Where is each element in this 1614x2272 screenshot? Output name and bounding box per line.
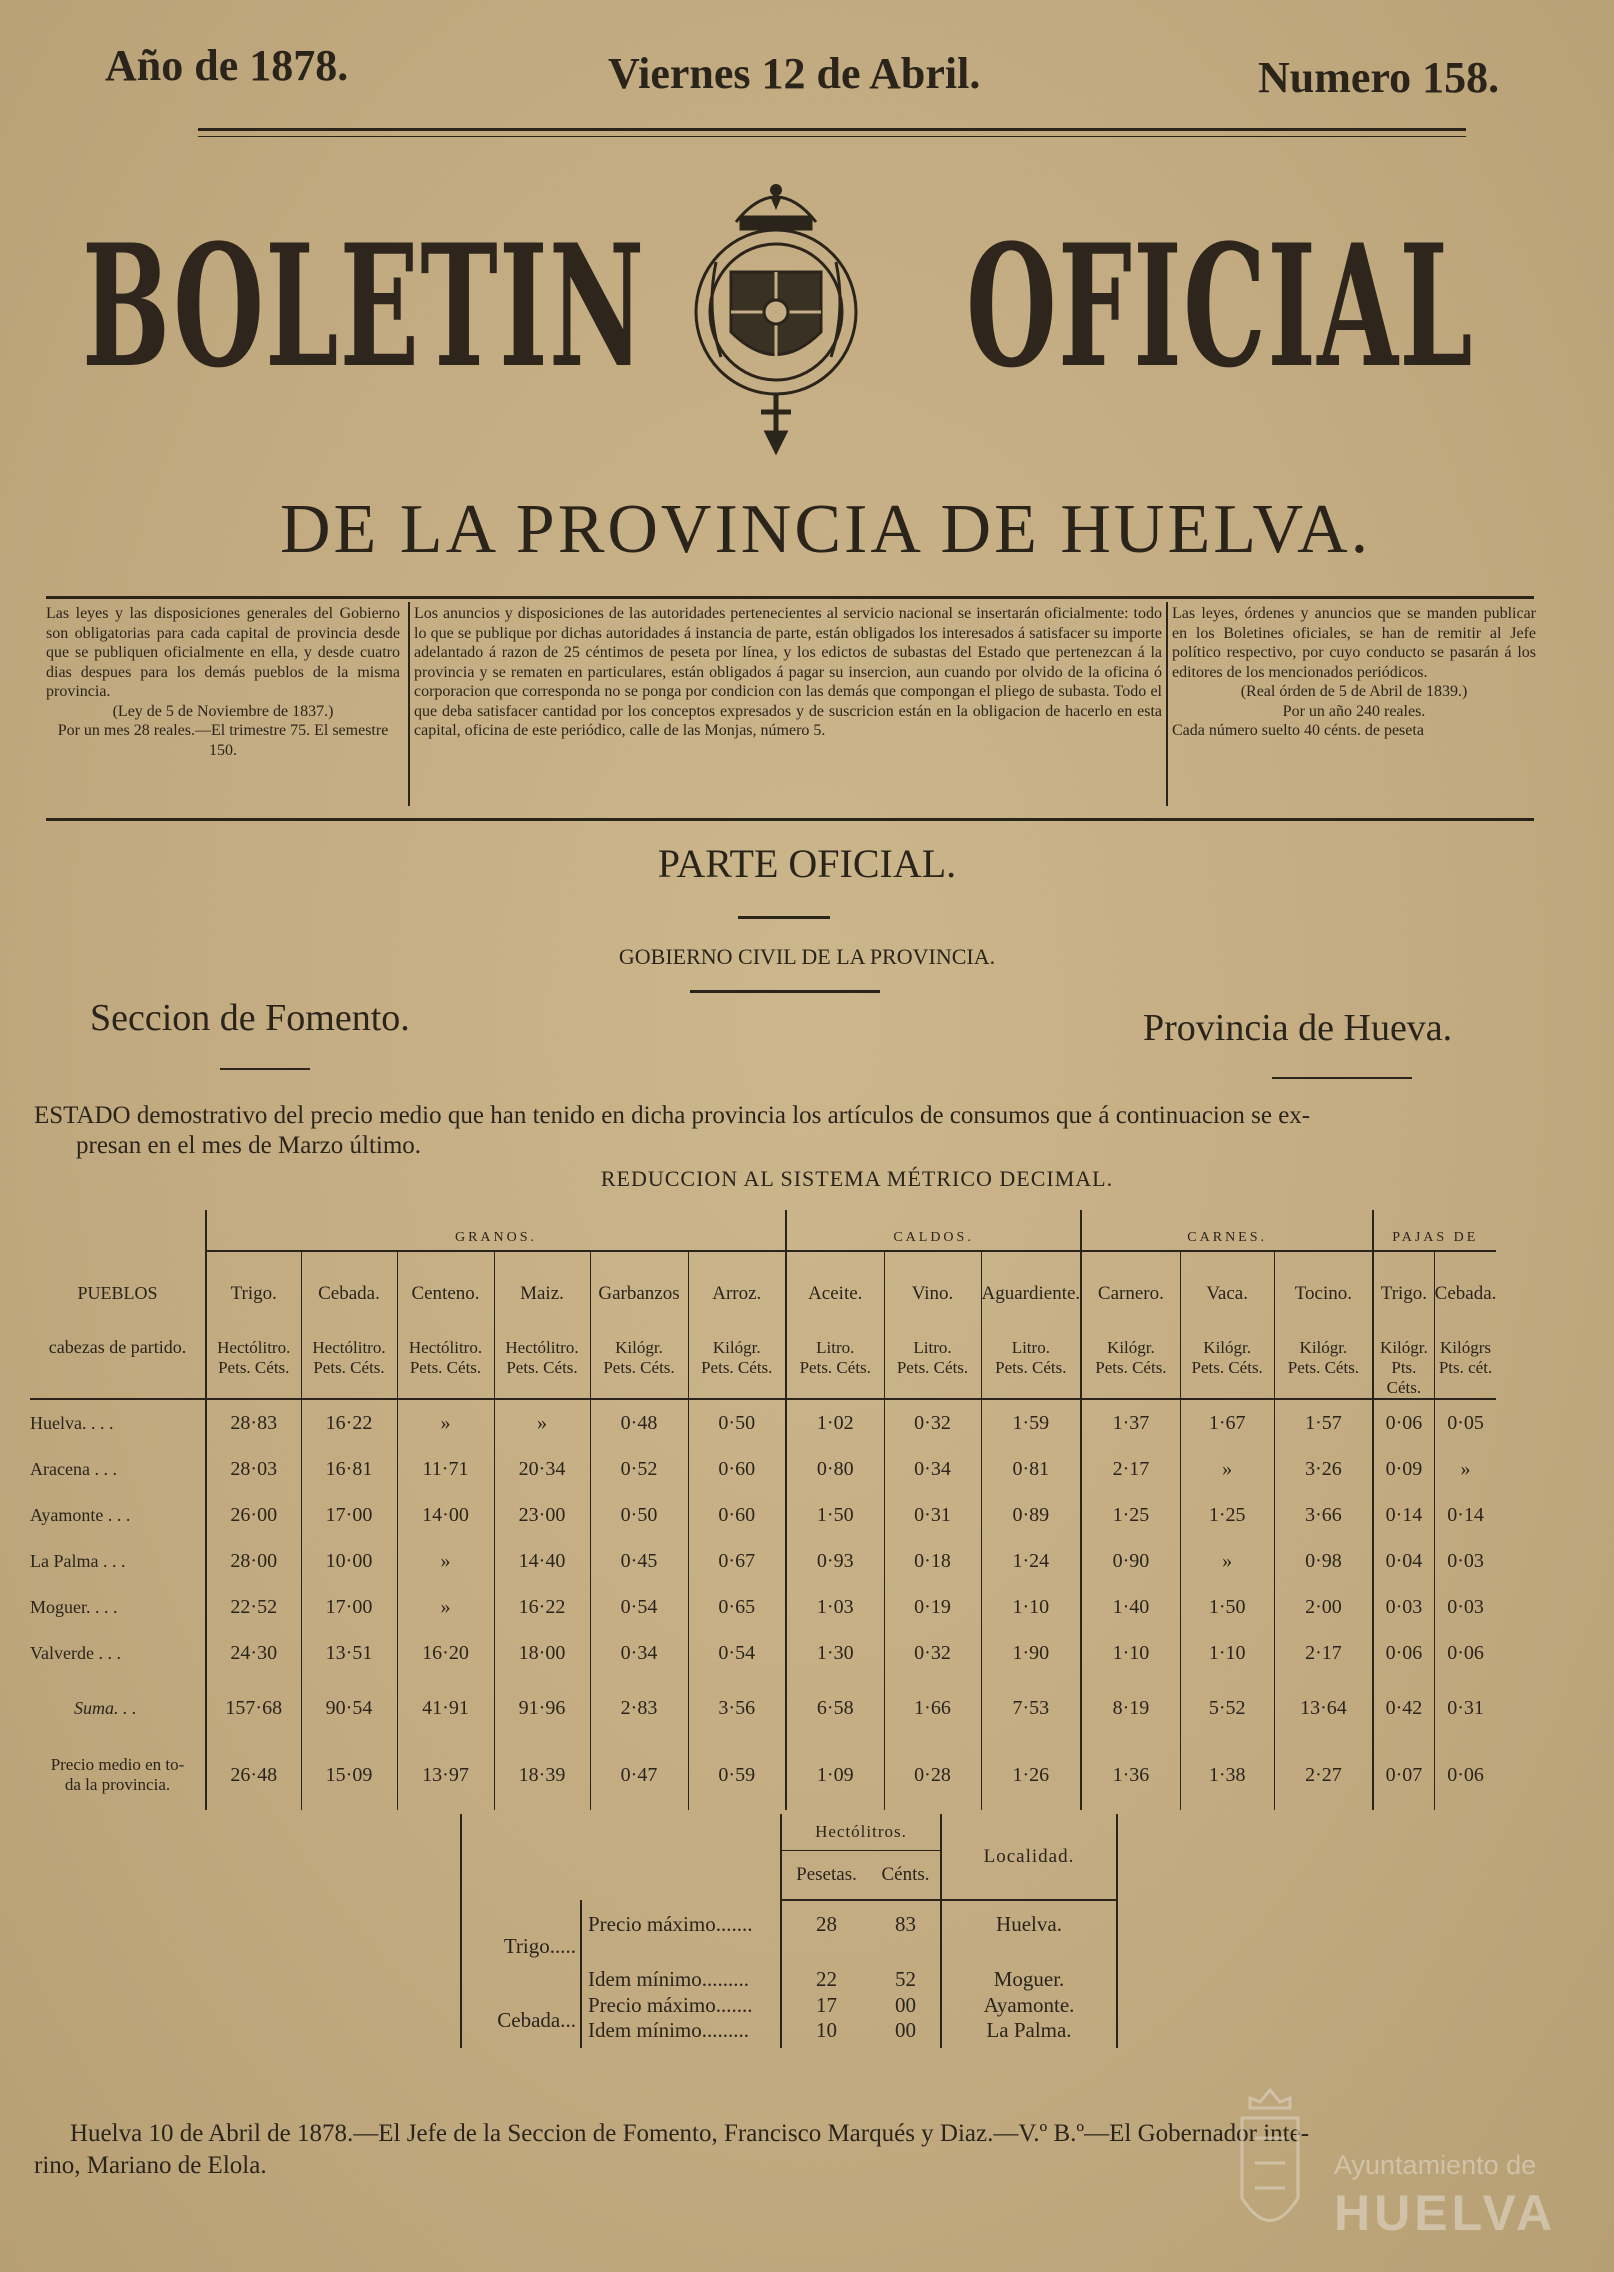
issue-year: Año de 1878. (105, 41, 349, 90)
table-row (30, 1446, 1496, 1492)
column-name: Tocino. (1274, 1251, 1373, 1332)
price-cell: 17·00 (301, 1492, 397, 1538)
column-name: Garbanzos (590, 1251, 688, 1332)
price-cell: 2·00 (1274, 1584, 1373, 1630)
summary-cebada: Cebada... (461, 1992, 581, 2048)
summary-cents-value: 00 (871, 1992, 941, 2018)
price-cell: 0·67 (688, 1538, 786, 1584)
info-column-left: Las leyes y las disposiciones generales del Gobierno son obligatorias para cada capital de provincia desde que se publiquen oficialmente en ella, y desde cuatro dias despues para los demás pueblos de la misma provincia. (Ley de 5 de Noviembre de 1837.) Por un mes 28 reales.—El trimestre 75. El semestre 150. (46, 605, 400, 759)
price-cell: 1·24 (981, 1538, 1081, 1584)
title-boletin: BOLETIN (82, 207, 646, 405)
info-bottom-rule (46, 818, 1534, 821)
row-name: Suma. . . (30, 1676, 206, 1740)
price-cell: 1·25 (1180, 1492, 1274, 1538)
price-cell: 0·05 (1447, 1411, 1484, 1434)
table-row (30, 1538, 1496, 1584)
price-cell: 1·03 (786, 1584, 884, 1630)
price-cell: 0·06 (1447, 1641, 1484, 1664)
column-unit: Litro. (786, 1332, 884, 1358)
parte-oficial-heading: PARTE OFICIAL. (657, 841, 957, 886)
summary-trigo: Trigo..... (461, 1900, 581, 1992)
price-cell: 1·36 (1081, 1740, 1180, 1810)
price-cell: 1·38 (1180, 1740, 1274, 1810)
seccion-ornament (220, 1068, 310, 1070)
column-currency: Pts. cét. (1434, 1358, 1496, 1399)
price-cell: 41·91 (397, 1676, 494, 1740)
price-cell: 0·03 (1447, 1595, 1484, 1618)
price-cell: 20·34 (494, 1446, 590, 1492)
group-granos: GRANOS. (206, 1210, 786, 1251)
price-cell: 13·64 (1274, 1676, 1373, 1740)
group-pajas: PAJAS DE (1373, 1210, 1496, 1251)
price-cell: 0·47 (590, 1740, 688, 1810)
column-name: Carnero. (1081, 1251, 1180, 1332)
price-cell: 1·40 (1081, 1584, 1180, 1630)
summary-cents-value: 83 (871, 1900, 941, 1948)
summary-pesetas-value: 10 (816, 2018, 837, 2042)
row-name (30, 1740, 206, 1810)
column-currency: Pets. Céts. (786, 1358, 884, 1399)
summary-localidad-value: Moguer. (941, 1948, 1117, 1992)
price-cell: 0·09 (1373, 1446, 1434, 1492)
pueblos-label: PUEBLOS (30, 1251, 206, 1332)
column-currency: Pets. Céts. (884, 1358, 981, 1399)
summary-label: Idem mínimo......... (581, 1948, 781, 1992)
price-cell: » (494, 1399, 590, 1446)
column-currency: Pets. Céts. (1274, 1358, 1373, 1399)
summary-pesetas-value: 22 (816, 1967, 837, 1991)
price-cell: 11·71 (397, 1446, 494, 1492)
price-cell: 6·58 (786, 1676, 884, 1740)
price-cell: 5·52 (1180, 1676, 1274, 1740)
price-cell: 0·50 (688, 1399, 786, 1446)
column-currency: Pets. Céts. (206, 1358, 301, 1399)
group-carnes: CARNES. (1081, 1210, 1373, 1251)
column-name: Vino. (884, 1251, 981, 1332)
row-name: Ayamonte . . . (30, 1492, 206, 1538)
cabezas-label: cabezas de partido. (30, 1332, 206, 1358)
row-name-line-1: Precio medio en to- (50, 1755, 185, 1774)
summary-localidad: Localidad. (941, 1814, 1117, 1900)
column-name: Vaca. (1180, 1251, 1274, 1332)
price-cell: 0·32 (884, 1630, 981, 1676)
row-name-line-2: da la provincia. (64, 1775, 171, 1794)
price-cell: 0·52 (590, 1446, 688, 1492)
price-cell: 0·34 (590, 1630, 688, 1676)
price-cell: 91·96 (494, 1676, 590, 1740)
masthead-rule (198, 128, 1466, 131)
price-cell: 0·81 (981, 1446, 1081, 1492)
price-cell: 0·89 (981, 1492, 1081, 1538)
column-unit: Kilógr. (688, 1332, 786, 1358)
price-cell: 0·45 (590, 1538, 688, 1584)
provincia-heading: Provincia de Hueva. (1143, 1007, 1453, 1049)
price-cell: 0·93 (786, 1538, 884, 1584)
price-cell: 14·00 (397, 1492, 494, 1538)
watermark-bottom: HUELVA (1334, 2185, 1557, 2241)
price-cell: 28·83 (206, 1399, 301, 1446)
price-cell: 1·66 (884, 1676, 981, 1740)
info-divider-2 (1166, 602, 1168, 806)
column-name: Cebada. (301, 1251, 397, 1332)
column-unit: Litro. (884, 1332, 981, 1358)
price-cell: 1·50 (1180, 1584, 1274, 1630)
column-unit: Kilógr. (1373, 1332, 1434, 1358)
row-name: La Palma . . . (30, 1538, 206, 1584)
column-currency: Pets. Céts. (397, 1358, 494, 1399)
price-cell: 2·17 (1274, 1630, 1373, 1676)
gobierno-heading: GOBIERNO CIVIL DE LA PROVINCIA. (618, 944, 996, 969)
price-cell: 24·30 (206, 1630, 301, 1676)
column-name: Trigo. (206, 1251, 301, 1332)
price-cell: 0·04 (1373, 1538, 1434, 1584)
column-currency: Pets. Céts. (981, 1358, 1081, 1399)
price-cell: 17·00 (301, 1584, 397, 1630)
summary-table (460, 1814, 1118, 2048)
price-cell: 7·53 (981, 1676, 1081, 1740)
price-cell: 1·10 (981, 1584, 1081, 1630)
subtitle: DE LA PROVINCIA DE HUELVA. (280, 491, 1372, 568)
price-cell: 0·28 (884, 1740, 981, 1810)
summary-pesetas-value: 17 (816, 1992, 837, 2017)
masthead-rule-thin (198, 136, 1466, 137)
price-cell: 157·68 (206, 1676, 301, 1740)
table-row (30, 1740, 1496, 1810)
summary-cents-value: 00 (871, 2018, 941, 2048)
column-name: Aguardiente. (981, 1251, 1081, 1332)
group-caldos: CALDOS. (786, 1210, 1081, 1251)
price-cell: 0·80 (786, 1446, 884, 1492)
price-cell: 28·03 (206, 1446, 301, 1492)
price-cell: 13·51 (301, 1630, 397, 1676)
column-unit: Kilógr. (590, 1332, 688, 1358)
column-unit: Litro. (981, 1332, 1081, 1358)
table-row (30, 1676, 1496, 1740)
price-cell: 0·07 (1373, 1740, 1434, 1810)
price-cell: 2·27 (1274, 1740, 1373, 1810)
prices-table (30, 1210, 1496, 1810)
summary-label: Idem mínimo......... (581, 2018, 781, 2048)
provincia-ornament (1272, 1077, 1412, 1079)
price-cell: 1·02 (786, 1399, 884, 1446)
summary-cents: Cénts. (871, 1850, 941, 1900)
column-unit: Hectólitro. (397, 1332, 494, 1358)
table-row (30, 1492, 1496, 1538)
price-cell: » (1460, 1457, 1471, 1480)
table-row (30, 1630, 1496, 1676)
city-crest-watermark-icon (1230, 2068, 1310, 2258)
price-cell: 10·00 (301, 1538, 397, 1584)
price-cell: 0·14 (1447, 1503, 1484, 1526)
column-name: Centeno. (397, 1251, 494, 1332)
price-cell: 16·81 (301, 1446, 397, 1492)
price-cell: 15·09 (301, 1740, 397, 1810)
price-cell: 0·14 (1373, 1492, 1434, 1538)
price-cell: 0·90 (1081, 1538, 1180, 1584)
price-cell: 0·03 (1447, 1549, 1484, 1572)
estado-line-1: ESTADO demostrativo del precio medio que han tenido en dicha provincia los artículos de consumos que á continuacion se ex- (34, 1102, 1311, 1129)
price-cell: 0·65 (688, 1584, 786, 1630)
price-cell: 26·00 (206, 1492, 301, 1538)
heading-ornament (738, 916, 830, 919)
title-oficial: OFICIAL (966, 207, 1474, 405)
price-cell: 16·22 (494, 1584, 590, 1630)
price-cell: 8·19 (1081, 1676, 1180, 1740)
footer-line-1: Huelva 10 de Abril de 1878.—El Jefe de la Seccion de Fomento, Francisco Marqués y Diaz.—V.º B.º—El Gobernador inte- (70, 2120, 1310, 2147)
price-cell: 1·25 (1081, 1492, 1180, 1538)
price-cell: 0·03 (1373, 1584, 1434, 1630)
row-name: Huelva. . . . (30, 1399, 206, 1446)
gobierno-rule (690, 990, 880, 993)
price-cell: 1·09 (786, 1740, 884, 1810)
price-cell: 0·59 (688, 1740, 786, 1810)
price-cell: 0·19 (884, 1584, 981, 1630)
issue-date: Viernes 12 de Abril. (608, 49, 981, 98)
price-cell: 26·48 (206, 1740, 301, 1810)
column-currency: Pets. Céts. (590, 1358, 688, 1399)
row-name: Moguer. . . . (30, 1584, 206, 1630)
price-cell: 2·83 (590, 1676, 688, 1740)
info-column-middle: Los anuncios y disposiciones de las autoridades pertenecientes al servicio nacional se insertarán oficialmente: todo lo que se publique por dichas autoridades á instancia de parte, están obligados los interesados á satisfacer su importe adelantado á razon de 25 céntimos de peseta por línea, y los edictos de subastas del Estado que pertenezcan á la provincia y se rematen en particulares, están obligados á pagar su insercion, aun cuando por olvido de la oficina ó corporacion que corresponda no se ponga por condicion con las demás que compongan el pliego de subasta. Todo el que deba satisfacer cantidad por los conceptos expresados y de suscricion están en la obligacion de hacerlo en esta capital, oficina de este periódico, calle de las Monjas, número 5. (414, 605, 1162, 739)
price-cell: 0·54 (590, 1584, 688, 1630)
column-unit: Kilógr. (1081, 1332, 1180, 1358)
info-top-rule (46, 596, 1534, 599)
footer-line-2: rino, Mariano de Elola. (34, 2152, 267, 2179)
price-cell: 0·54 (688, 1630, 786, 1676)
price-cell: 0·60 (688, 1492, 786, 1538)
price-cell: 16·22 (301, 1399, 397, 1446)
summary-label: Precio máximo....... (581, 1900, 781, 1948)
summary-pesetas: Pesetas. (781, 1850, 871, 1900)
price-cell: 23·00 (494, 1492, 590, 1538)
price-cell: 0·48 (590, 1399, 688, 1446)
price-cell: 2·17 (1081, 1446, 1180, 1492)
price-cell: 0·31 (1447, 1696, 1484, 1719)
column-currency: Pts. Céts. (1373, 1358, 1434, 1399)
table-row (30, 1584, 1496, 1630)
column-name: Maiz. (494, 1251, 590, 1332)
price-cell: 18·39 (494, 1740, 590, 1810)
price-cell: 28·00 (206, 1538, 301, 1584)
column-unit: Hectólitro. (301, 1332, 397, 1358)
summary-localidad-value: Ayamonte. (941, 1992, 1117, 2018)
price-cell: » (397, 1538, 494, 1584)
price-cell: 0·06 (1373, 1630, 1434, 1676)
price-cell: 13·97 (397, 1740, 494, 1810)
price-cell: 1·37 (1081, 1399, 1180, 1446)
summary-localidad-value: La Palma. (941, 2018, 1117, 2048)
column-name: Arroz. (688, 1251, 786, 1332)
price-cell: 0·31 (884, 1492, 981, 1538)
info-column-right: Las leyes, órdenes y anuncios que se manden publicar en los Boletines oficiales, se han de remitir al Jefe político respectivo, por cuyo conducto se pasarán á los editores de los mencionados periódicos. (Real órden de 5 de Abril de 1839.) Por un año 240 reales. Cada número suelto 40 cénts. de peseta (1172, 605, 1536, 739)
column-unit: Kilógr. (1274, 1332, 1373, 1358)
row-name: Valverde . . . (30, 1630, 206, 1676)
column-name: Trigo. (1373, 1251, 1434, 1332)
column-currency: Pets. Céts. (301, 1358, 397, 1399)
price-cell: 1·59 (981, 1399, 1081, 1446)
price-cell: » (397, 1584, 494, 1630)
price-cell: 14·40 (494, 1538, 590, 1584)
price-cell: 0·32 (884, 1399, 981, 1446)
column-currency: Pets. Céts. (1180, 1358, 1274, 1399)
price-cell: 1·67 (1180, 1399, 1274, 1446)
column-currency: Pets. Céts. (688, 1358, 786, 1399)
price-cell: 1·90 (981, 1630, 1081, 1676)
summary-cents-value: 52 (871, 1948, 941, 1992)
summary-hectolitros: Hectólitros. (781, 1814, 941, 1850)
seccion-heading: Seccion de Fomento. (90, 997, 410, 1039)
price-cell: 0·60 (688, 1446, 786, 1492)
issue-number: Numero 158. (1258, 53, 1500, 102)
column-unit: Hectólitro. (206, 1332, 301, 1358)
summary-localidad-value: Huelva. (941, 1900, 1117, 1948)
price-cell: 90·54 (301, 1676, 397, 1740)
price-cell: 1·50 (786, 1492, 884, 1538)
estado-line-2: presan en el mes de Marzo último. (76, 1132, 422, 1159)
price-cell: » (1180, 1538, 1274, 1584)
price-cell: 0·98 (1274, 1538, 1373, 1584)
price-cell: » (397, 1399, 494, 1446)
price-cell: 1·57 (1274, 1399, 1373, 1446)
column-unit: Kilógrs (1440, 1338, 1492, 1357)
info-divider-1 (408, 602, 410, 806)
price-cell: 1·10 (1081, 1630, 1180, 1676)
price-cell: 0·18 (884, 1538, 981, 1584)
column-unit: Hectólitro. (494, 1332, 590, 1358)
watermark-top: Ayuntamiento de (1334, 2150, 1537, 2180)
price-cell: 1·10 (1180, 1630, 1274, 1676)
column-currency: Pets. Céts. (494, 1358, 590, 1399)
column-unit: Kilógr. (1180, 1332, 1274, 1358)
price-cell: 0·50 (590, 1492, 688, 1538)
price-cell: 22·52 (206, 1584, 301, 1630)
reduccion-heading: REDUCCION AL SISTEMA MÉTRICO DECIMAL. (600, 1166, 1114, 1191)
price-cell: 3·26 (1274, 1446, 1373, 1492)
row-name: Aracena . . . (30, 1446, 206, 1492)
table-row (30, 1399, 1496, 1446)
summary-label: Precio máximo....... (581, 1992, 781, 2018)
price-cell: 1·26 (981, 1740, 1081, 1810)
price-cell: 0·06 (1373, 1399, 1434, 1446)
price-cell: » (1180, 1446, 1274, 1492)
price-cell: 0·06 (1447, 1763, 1484, 1786)
price-cell: 16·20 (397, 1630, 494, 1676)
column-name: Aceite. (786, 1251, 884, 1332)
price-cell: 3·56 (688, 1676, 786, 1740)
summary-pesetas-value: 28 (816, 1912, 837, 1936)
royal-crest-icon (676, 162, 876, 462)
price-cell: 1·30 (786, 1630, 884, 1676)
price-cell: 0·34 (884, 1446, 981, 1492)
price-cell: 0·42 (1373, 1676, 1434, 1740)
column-name: Cebada. (1434, 1283, 1497, 1304)
price-cell: 18·00 (494, 1630, 590, 1676)
price-cell: 3·66 (1274, 1492, 1373, 1538)
column-currency: Pets. Céts. (1081, 1358, 1180, 1399)
